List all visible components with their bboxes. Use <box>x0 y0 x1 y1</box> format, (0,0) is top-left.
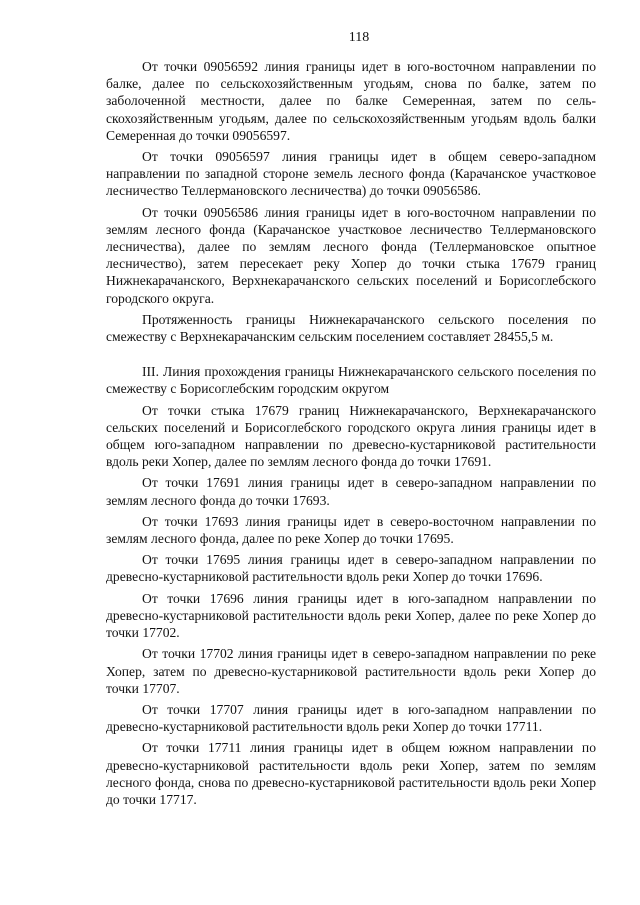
section-spacer <box>106 349 596 363</box>
paragraph: От точки 17695 линия границы идет в северо-западном направлении по древесно-кустарниковой растительности вдоль реки Хопер до точки 17696. <box>106 552 596 585</box>
paragraph: От точки 17693 линия границы идет в северо-восточном направлении по землям лесного фонда, далее по реке Хопер до точки 17695. <box>106 513 596 547</box>
paragraph: От точки 17702 линия границы идет в северо-западном направлении по реке Хопер, затем по древесно-кустарниковой растительности вдоль реки Хопер до точки 17707. <box>106 646 596 696</box>
paragraph: От точки 17696 линия границы идет в юго-западном направлении по древесно-кустарниковой растительности вдоль реки Хопер, далее по реке Хопер до точки 17702. <box>106 590 596 641</box>
paragraph: Протяженность границы Нижнекарачанского сельского поселения по смежеству с Верхнекарачанским сельским поселением составляет 28455,5 м. <box>106 311 596 345</box>
paragraph: От точки 17711 линия границы идет в общем южном направлении по древесно-кустарниковой растительности вдоль реки Хопер, затем по землям лесного фонда, снова по древесно-кустарниковой растительности вдоль реки Хопер до точки 17717. <box>106 740 596 807</box>
paragraph: От точки 09056592 линия границы идет в юго-восточном направлении по балке, далее по сельскохозяйственным угодьям, снова по балке, затем по заболоченной местности, далее по балке Семеренная, затем по сельскохозяйственным угодьям, далее по сельскохозяйственным угодьям вдоль балки Семеренная до точки 09056597. <box>106 59 596 143</box>
paragraph: От точки 09056586 линия границы идет в юго-восточном направлении по землям лесного фонда (Карачанское участковое лесничество Теллермановского лесничества), далее по землям лесного фонда (Теллермановское опытное лесничество), затем пересекает реку Хопер до точки стыка 17679 границ Нижнекарачанского, Верхнекарачанского сельских поселений и Борисоглебского городского округа. <box>106 204 596 306</box>
paragraph: От точки 17691 линия границы идет в северо-западном направлении по землям лесного фонда до точки 17693. <box>106 475 596 508</box>
paragraph: От точки 17707 линия границы идет в юго-западном направлении по древесно-кустарниковой растительности вдоль реки Хопер до точки 17711. <box>106 701 596 735</box>
page-number: 118 <box>348 30 370 45</box>
section-title: III. Линия прохождения границы Нижнекарачанского сельского поселения по смежеству с Борисоглебским городским округом <box>106 364 596 397</box>
paragraph: От точки стыка 17679 границ Нижнекарачанского, Верхнекарачанского сельских поселений и Борисоглебского городского округа линия границы идет в общем юго-западном направлении по древесно-кустарниковой растительности вдоль реки Хопер, далее по землям лесного фонда до точки 17691. <box>106 402 596 470</box>
paragraph: От точки 09056597 линия границы идет в общем северо-западном направлении по западной стороне земель лесного фонда (Карачанское участковое лесничество Теллермановского лесничества) до точки 09056586. <box>106 149 596 199</box>
